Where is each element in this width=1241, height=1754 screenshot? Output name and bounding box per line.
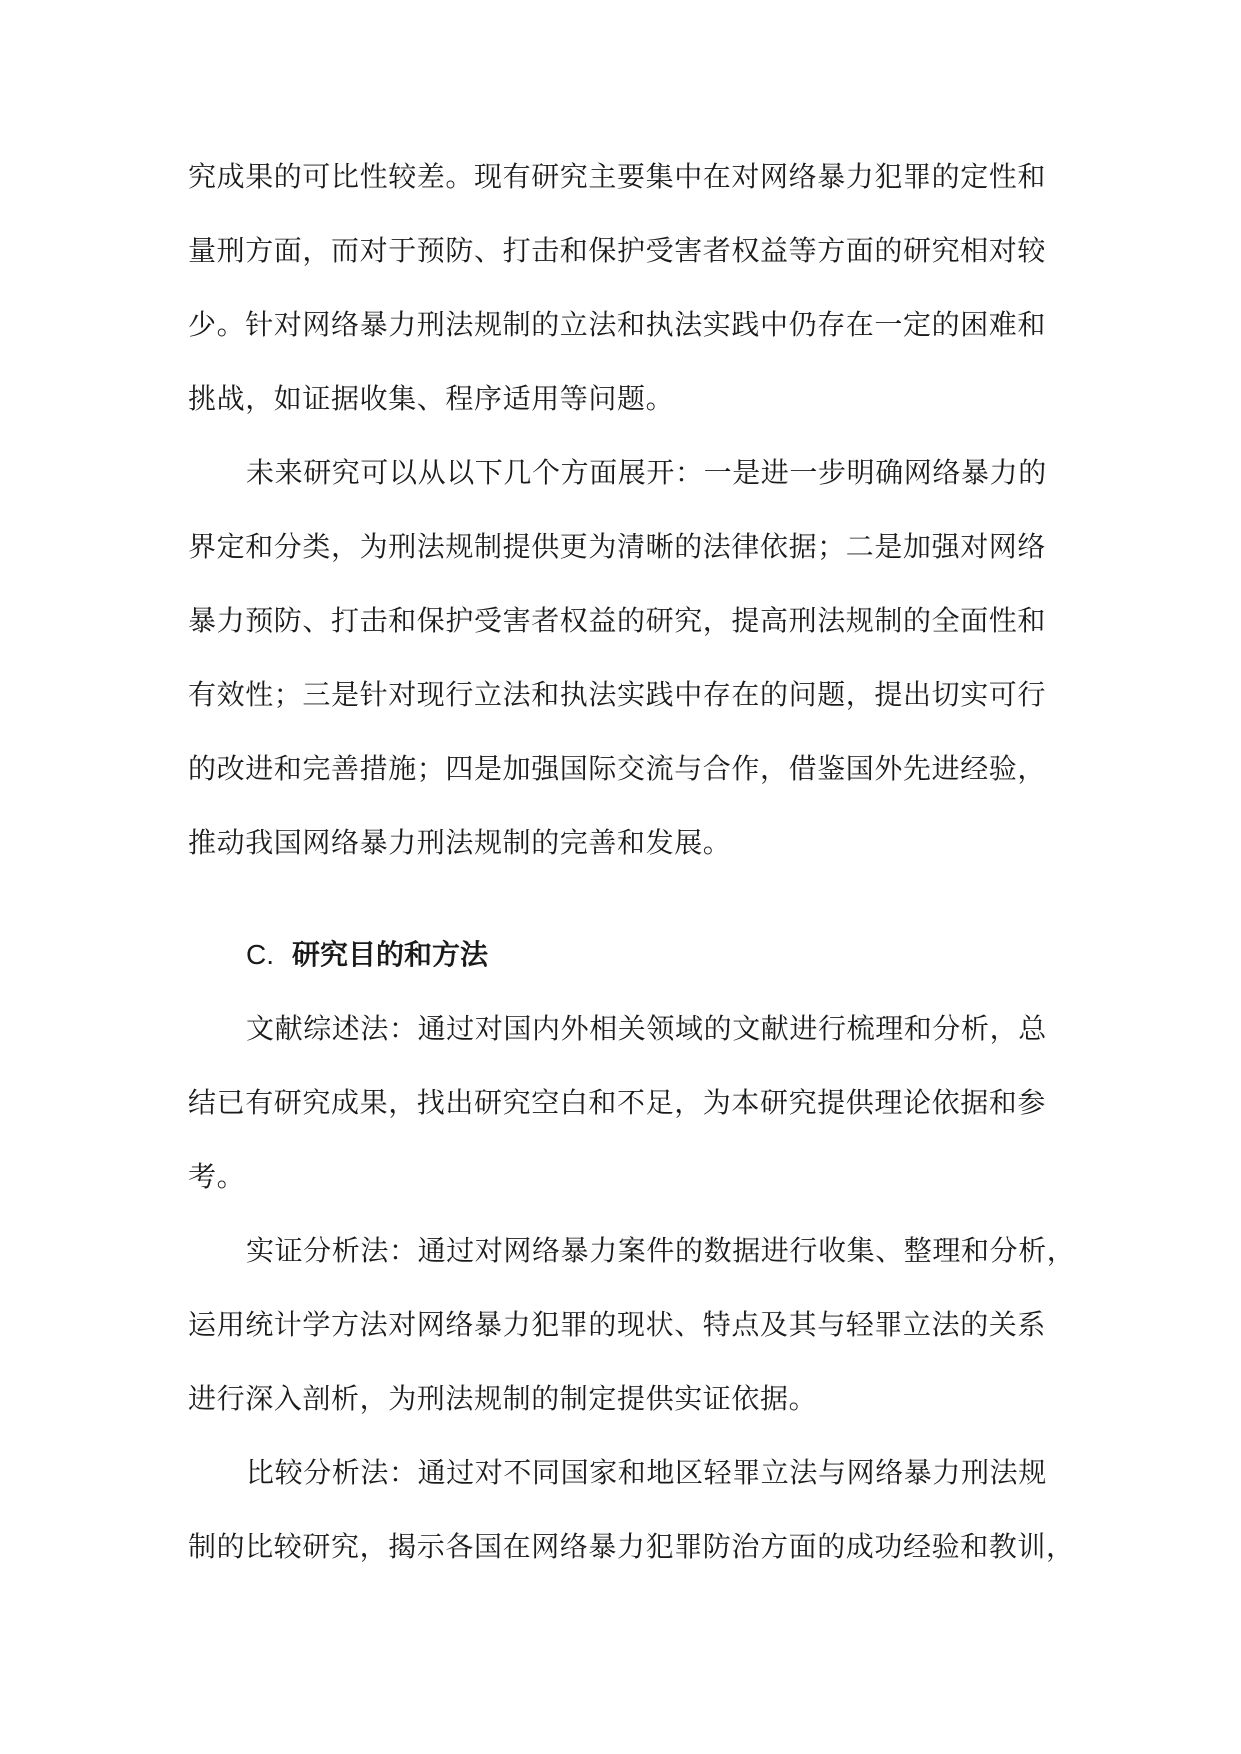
text-line: 进行深入剖析，为刑法规制的制定提供实证依据。 — [188, 1382, 818, 1415]
paragraph-literature-review — [188, 992, 1058, 1214]
section-heading — [188, 918, 1058, 992]
text-line: 运用统计学方法对网络暴力犯罪的现状、特点及其与轻罪立法的关系 — [188, 1308, 1047, 1341]
paragraph-research-limitations — [188, 140, 1058, 436]
section-title: 研究目的和方法 — [292, 938, 489, 971]
text-line: 少。针对网络暴力刑法规制的立法和执法实践中仍存在一定的困难和 — [188, 308, 1047, 341]
text-line: 挑战，如证据收集、程序适用等问题。 — [188, 382, 675, 415]
text-line: 比较分析法：通过对不同国家和地区轻罪立法与网络暴力刑法规 — [246, 1456, 1047, 1489]
text-line: 究成果的可比性较差。现有研究主要集中在对网络暴力犯罪的定性和 — [188, 160, 1047, 193]
paragraph-empirical-analysis — [188, 1214, 1076, 1436]
text-line: 未来研究可以从以下几个方面展开：一是进一步明确网络暴力的 — [246, 456, 1047, 489]
text-line: 实证分析法：通过对网络暴力案件的数据进行收集、整理和分析， — [246, 1234, 1076, 1267]
text-line: 有效性；三是针对现行立法和执法实践中存在的问题，提出切实可行 — [188, 678, 1047, 711]
text-line: 结已有研究成果，找出研究空白和不足，为本研究提供理论依据和参 — [188, 1086, 1047, 1119]
document-body — [188, 140, 1076, 1584]
text-line: 考。 — [188, 1160, 246, 1193]
text-line: 推动我国网络暴力刑法规制的完善和发展。 — [188, 826, 732, 859]
paragraph-future-research — [188, 436, 1058, 880]
text-line: 暴力预防、打击和保护受害者权益的研究，提高刑法规制的全面性和 — [188, 604, 1047, 637]
text-line: 界定和分类，为刑法规制提供更为清晰的法律依据；二是加强对网络 — [188, 530, 1047, 563]
section-label: C. — [246, 939, 274, 970]
text-line: 文献综述法：通过对国内外相关领域的文献进行梳理和分析，总 — [246, 1012, 1047, 1045]
text-line: 制的比较研究，揭示各国在网络暴力犯罪防治方面的成功经验和教训， — [188, 1530, 1075, 1563]
text-line: 量刑方面，而对于预防、打击和保护受害者权益等方面的研究相对较 — [188, 234, 1047, 267]
text-line: 的改进和完善措施；四是加强国际交流与合作，借鉴国外先进经验， — [188, 752, 1047, 785]
paragraph-comparative-analysis — [188, 1436, 1075, 1584]
section-spacer — [188, 880, 1058, 918]
